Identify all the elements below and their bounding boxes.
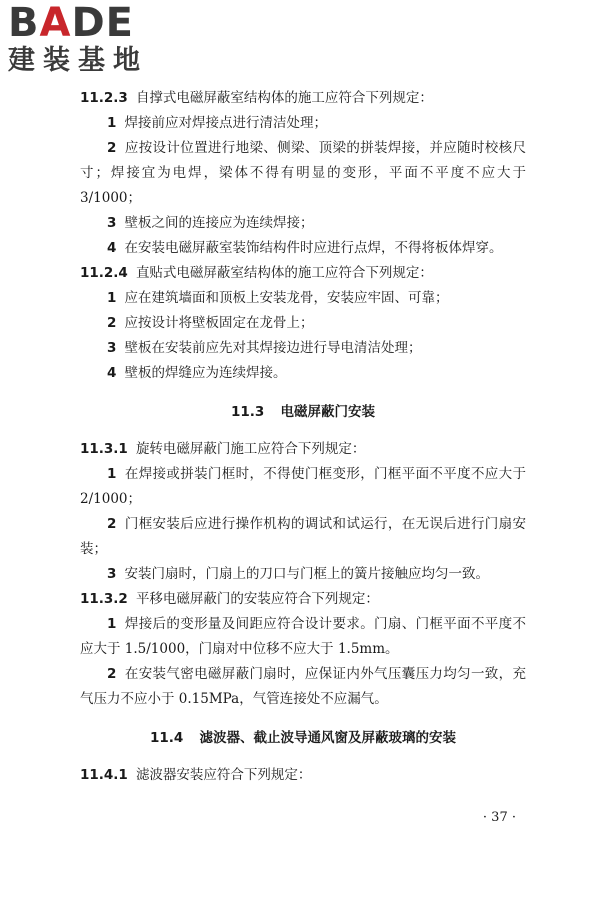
clause-item: 2 应按设计将壁板固定在龙骨上；	[107, 315, 314, 331]
clause-11-2-4: 11.2.4 直贴式电磁屏蔽室结构体的施工应符合下列规定：	[80, 265, 433, 281]
logo-wordmark: BADE	[8, 0, 134, 46]
document-body	[80, 86, 526, 788]
clause-11-3-2: 11.3.2 平移电磁屏蔽门的安装应符合下列规定：	[80, 591, 379, 607]
clause-item: 4 在安装电磁屏蔽室装饰结构件时应进行点焊，不得将板体焊穿。	[107, 240, 503, 256]
clause-item: 1 应在建筑墙面和顶板上安装龙骨，安装应牢固、可靠；	[107, 290, 449, 306]
clause-11-3-1: 11.3.1 旋转电磁屏蔽门施工应符合下列规定：	[80, 441, 366, 457]
clause-item: 1 在焊接或拼装门框时，不得使门框变形，门框平面不平度不应大于 2/1000；	[80, 466, 526, 507]
logo-subtitle: 建装基地	[8, 45, 148, 76]
bade-logo	[8, 2, 148, 76]
clause-item: 4 壁板的焊缝应为连续焊接。	[107, 365, 287, 381]
section-heading-11-4: 11.4 滤波器、截止波导通风窗及屏蔽玻璃的安装	[150, 730, 456, 746]
clause-11-4-1: 11.4.1 滤波器安装应符合下列规定：	[80, 767, 312, 783]
clause-item: 1 焊接前应对焊接点进行清洁处理；	[107, 115, 327, 131]
clause-item: 2 在安装气密电磁屏蔽门扇时，应保证内外气压囊压力均匀一致，充气压力不应小于 0.15MPa，气管连接处不应漏气。	[80, 666, 526, 707]
clause-11-2-3: 11.2.3 自撑式电磁屏蔽室结构体的施工应符合下列规定：	[80, 90, 433, 106]
clause-item: 3 壁板之间的连接应为连续焊接；	[107, 215, 314, 231]
section-heading-11-3: 11.3 电磁屏蔽门安装	[231, 404, 375, 420]
clause-item: 3 安装门扇时，门扇上的刀口与门框上的簧片接触应均匀一致。	[107, 566, 489, 582]
page-number: · 37 ·	[482, 810, 516, 825]
clause-item: 1 焊接后的变形量及间距应符合设计要求。门扇、门框平面不平度不应大于 1.5/1000，门扇对中位移不应大于 1.5mm。	[80, 616, 526, 657]
clause-item: 2 门框安装后应进行操作机构的调试和试运行，在无误后进行门扇安装；	[80, 516, 526, 557]
clause-item: 3 壁板在安装前应先对其焊接边进行导电清洁处理；	[107, 340, 422, 356]
clause-item: 2 应按设计位置进行地梁、侧梁、顶梁的拼装焊接，并应随时校核尺寸；焊接宜为电焊，梁体不得有明显的变形，平面不平度不应大于 3/1000；	[80, 140, 526, 206]
